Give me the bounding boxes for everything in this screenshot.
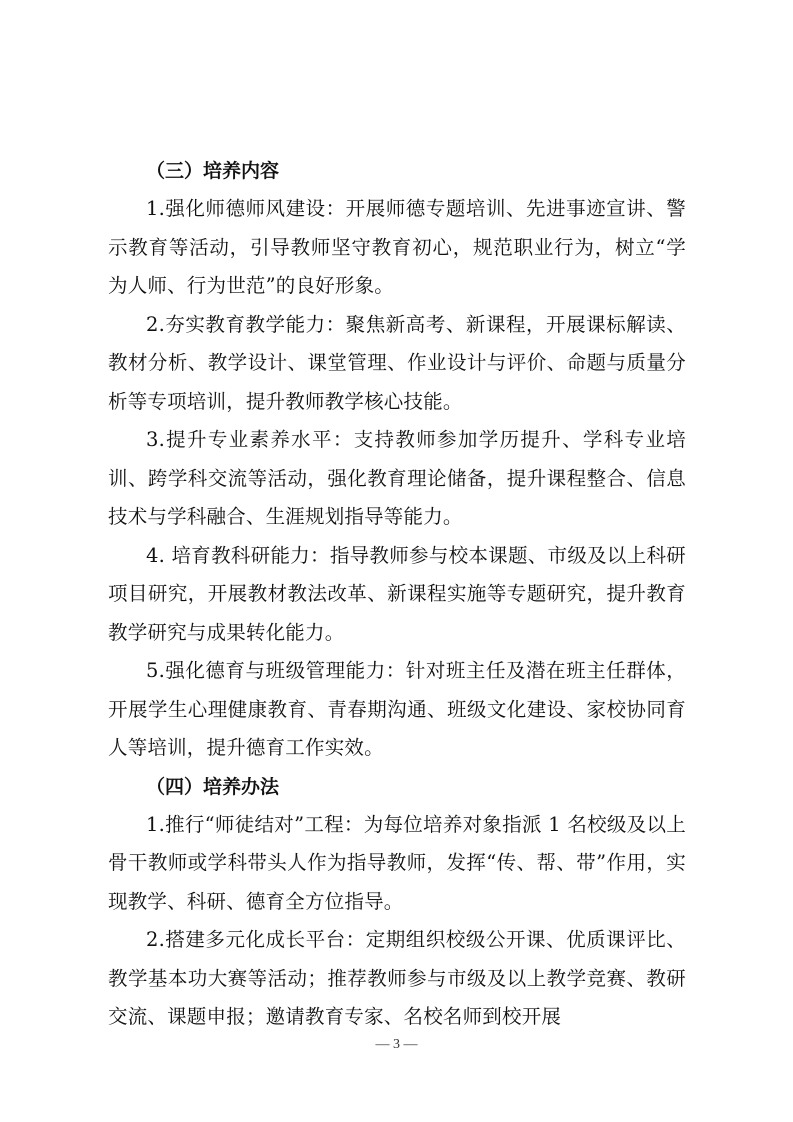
paragraph: 2.夯实教育教学能力：聚焦新高考、新课程，开展课标解读、教材分析、教学设计、课堂管理、作业设计与评价、命题与质量分析等专项培训，提升教师教学核心技能。: [108, 312, 686, 413]
paragraph: 5.强化德育与班级管理能力：针对班主任及潜在班主任群体，开展学生心理健康教育、青春期沟通、班级文化建设、家校协同育人等培训，提升德育工作实效。: [108, 659, 686, 759]
paragraph: 1.推行“师徒结对”工程：为每位培养对象指派 1 名校级及以上骨干教师或学科带头人作为指导教师，发挥“传、帮、带”作用，实现教学、科研、德育全方位指导。: [108, 812, 686, 913]
paragraph: 2.搭建多元化成长平台：定期组织校级公开课、优质课评比、教学基本功大赛等活动；推荐教师参与市级及以上教学竞赛、教研交流、课题申报；邀请教育专家、名校名师到校开展: [108, 928, 686, 1028]
paragraph: 3.提升专业素养水平：支持教师参加学历提升、学科专业培训、跨学科交流等活动，强化教育理论储备，提升课程整合、信息技术与学科融合、生涯规划指导等能力。: [108, 428, 686, 528]
paragraph: 1.强化师德师风建设：开展师德专题培训、先进事迹宣讲、警示教育等活动，引导教师坚守教育初心，规范职业行为，树立“学为人师、行为世范”的良好形象。: [108, 197, 686, 297]
section-heading: （三）培养内容: [146, 160, 280, 182]
document-body: [108, 152, 686, 1037]
page-number: — 3 —: [375, 1037, 418, 1052]
section-3: [108, 152, 686, 768]
paragraph: 4. 培育教科研能力：指导教师参与校本课题、市级及以上科研项目研究，开展教材教法改革、新课程实施等专题研究，提升教育教学研究与成果转化能力。: [108, 543, 686, 644]
section-heading: （四）培养办法: [146, 775, 280, 798]
section-4: [108, 768, 686, 1037]
